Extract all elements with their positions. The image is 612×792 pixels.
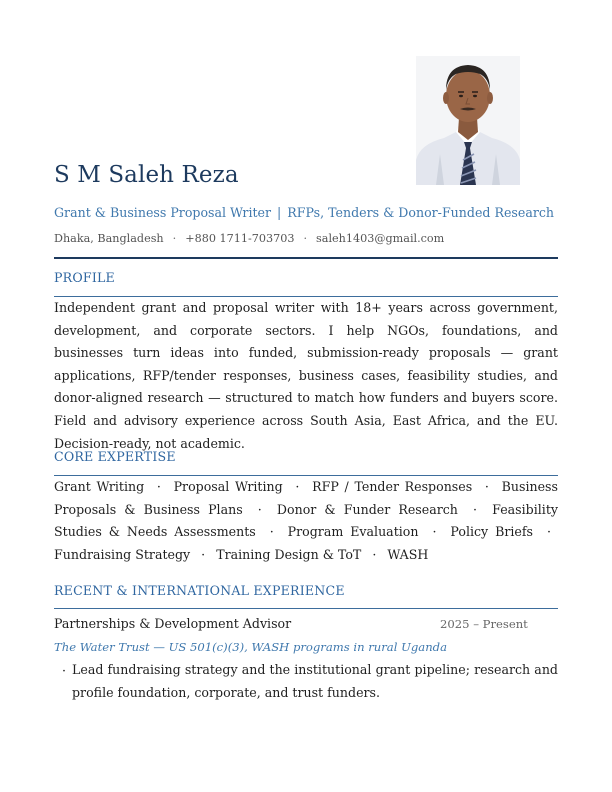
expertise-item: Training Design & ToT	[216, 546, 362, 562]
contact-location: Dhaka, Bangladesh	[54, 232, 164, 245]
expertise-separator: ·	[201, 546, 206, 562]
header-divider	[54, 257, 558, 259]
bullet-icon: ·	[62, 663, 67, 678]
expertise-separator: ·	[473, 501, 478, 517]
expertise-item: Program Evaluation	[287, 524, 419, 540]
expertise-item: Grant Writing	[54, 479, 145, 494]
expertise-separator: ·	[372, 546, 377, 562]
expertise-item: Business Proposals & Business Plans	[54, 479, 558, 517]
section-divider	[54, 608, 558, 609]
expertise-item: RFP / Tender Responses	[312, 479, 473, 494]
job-bullet: Lead fundraising strategy and the institutional grant pipeline; research and profile foundation, corporate, and trust funders.	[72, 662, 558, 700]
expertise-separator: ·	[156, 479, 161, 494]
expertise-item: Policy Briefs	[450, 524, 534, 540]
job-organization: The Water Trust — US 501(c)(3), WASH programs in rural Uganda	[54, 640, 448, 654]
profile-summary: Independent grant and proposal writer with 18+ years across government, development, and corporate sectors. I help NGOs, foundations, and businesses turn ideas into funded, submission-ready proposals — grant applications, RFP/tender responses, business cases, feasibility studies, and donor-aligned research — structured to match how funders and buyers score. Field and advisory experience across South Asia, East Africa, and the EU. Decision-ready, not academic.	[54, 300, 558, 451]
headline-separator: |	[277, 205, 282, 220]
resume-page	[54, 0, 558, 792]
expertise-separator: ·	[546, 524, 551, 540]
expertise-item: Proposal Writing	[173, 479, 283, 494]
contact-phone: +880 1711-703703	[185, 232, 295, 245]
expertise-separator: ·	[432, 524, 437, 540]
expertise-separator: ·	[295, 479, 300, 494]
contact-separator: ·	[172, 232, 177, 245]
expertise-item: WASH	[387, 546, 429, 562]
job-dates: 2025 – Present	[440, 617, 528, 631]
section-title-experience: RECENT & INTERNATIONAL EXPERIENCE	[54, 583, 345, 598]
expertise-item: Donor & Funder Research	[276, 501, 458, 517]
expertise-item: Feasibility Studies & Needs Assessments	[54, 501, 558, 540]
expertise-list	[54, 476, 558, 566]
candidate-name: S M Saleh Reza	[54, 162, 239, 188]
expertise-separator: ·	[269, 524, 274, 540]
contact-email[interactable]: saleh1403@gmail.com	[316, 232, 445, 245]
contact-line	[54, 232, 444, 245]
section-title-profile: PROFILE	[54, 270, 115, 285]
headline-specialty: RFPs, Tenders & Donor-Funded Research	[287, 205, 555, 220]
headline-role: Grant & Business Proposal Writer	[54, 205, 272, 220]
section-title-expertise: CORE EXPERTISE	[54, 449, 176, 464]
job-role: Partnerships & Development Advisor	[54, 616, 292, 631]
expertise-separator: ·	[484, 479, 489, 494]
profile-photo	[416, 56, 520, 185]
contact-separator: ·	[303, 232, 308, 245]
expertise-item: Fundraising Strategy	[54, 546, 191, 562]
expertise-separator: ·	[257, 501, 262, 517]
headline	[54, 205, 554, 220]
